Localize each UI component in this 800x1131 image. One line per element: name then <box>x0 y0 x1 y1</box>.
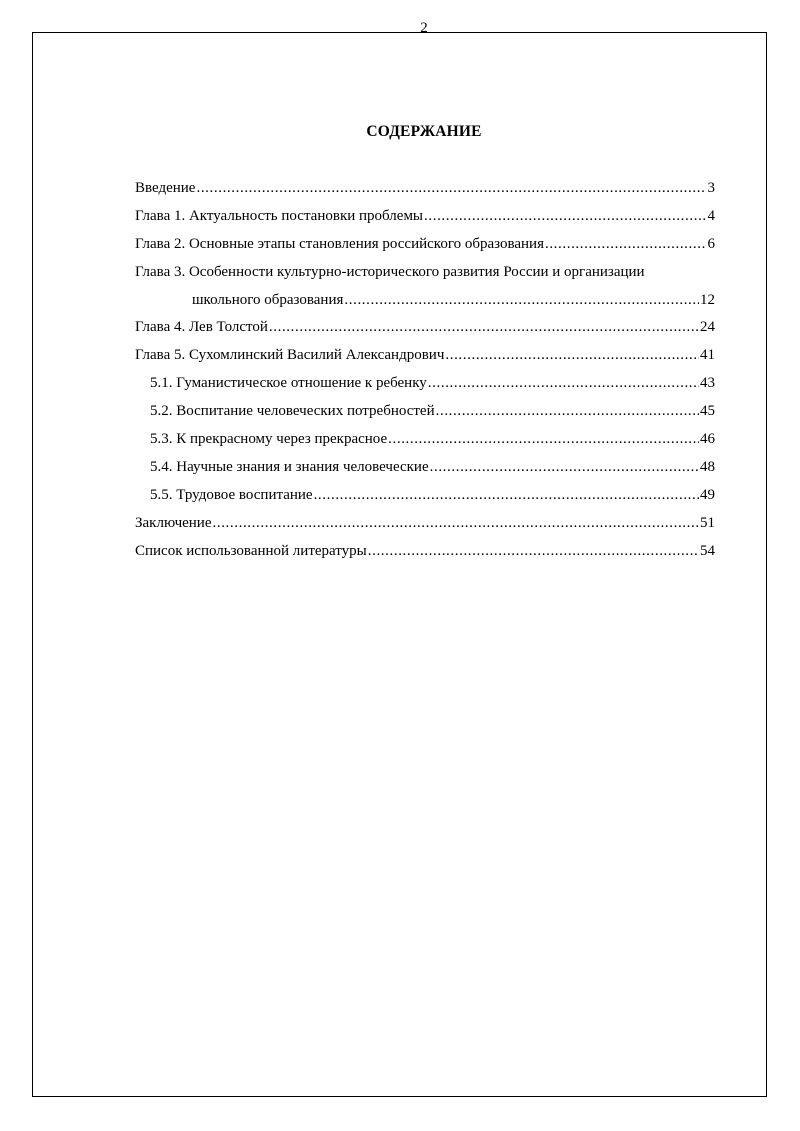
toc-entry-section-5-1[interactable] <box>135 372 715 400</box>
toc-entry-chapter-5[interactable] <box>135 344 715 372</box>
toc-page-number: 49 <box>700 486 715 503</box>
toc-entry-intro[interactable] <box>135 177 715 205</box>
toc-entry-label: Список использованной литературы <box>135 542 367 559</box>
toc-page-number: 54 <box>700 542 715 559</box>
toc-page-number: 12 <box>700 291 715 308</box>
toc-leader-dots <box>428 372 699 394</box>
toc-entry-label: Глава 3. Особенности культурно-исторического развития России и организации <box>135 263 645 280</box>
toc-page-number: 45 <box>700 403 715 420</box>
toc-entry-label: 5.4. Научные знания и знания человеческие <box>150 458 429 475</box>
toc-entry-chapter-3-line-1[interactable] <box>135 261 715 289</box>
toc-entry-label: Введение <box>135 180 196 196</box>
toc-entry-section-5-4[interactable] <box>135 456 715 484</box>
toc-entry-label: Глава 5. Сухомлинский Василий Александрович <box>135 347 445 364</box>
toc-entry-label: Глава 4. Лев Толстой <box>135 319 268 336</box>
toc-leader-dots <box>213 512 700 534</box>
toc-entry-chapter-2[interactable] <box>135 233 715 261</box>
toc-entry-label: 5.5. Трудовое воспитание <box>150 486 313 503</box>
toc-leader-dots <box>545 233 706 255</box>
toc-entry-chapter-1[interactable] <box>135 205 715 233</box>
toc-entry-label: Глава 1. Актуальность постановки проблемы <box>135 207 424 224</box>
page-number: 2 <box>420 20 428 36</box>
toc-entry-label: 5.3. К прекрасному через прекрасное <box>150 431 388 448</box>
toc-entry-section-5-3[interactable] <box>135 428 715 456</box>
table-of-contents <box>135 177 715 567</box>
toc-entry-label: Заключение <box>135 514 212 531</box>
toc-entry-literature[interactable] <box>135 540 715 568</box>
toc-leader-dots <box>445 344 699 366</box>
toc-entry-chapter-4[interactable] <box>135 316 715 344</box>
toc-page-number: 3 <box>707 180 715 196</box>
toc-title: СОДЕРЖАНИЕ <box>366 123 482 140</box>
toc-entry-chapter-3-line-2[interactable] <box>135 289 715 317</box>
toc-entry-conclusion[interactable] <box>135 512 715 540</box>
toc-entry-section-5-2[interactable] <box>135 400 715 428</box>
toc-leader-dots <box>368 540 699 562</box>
toc-entry-section-5-5[interactable] <box>135 484 715 512</box>
toc-entry-label: 5.2. Воспитание человеческих потребностей <box>150 403 435 420</box>
toc-page-number: 46 <box>700 431 715 448</box>
toc-page-number: 24 <box>700 319 715 336</box>
toc-entry-label: 5.1. Гуманистическое отношение к ребенку <box>150 375 427 392</box>
toc-page-number: 51 <box>700 514 715 531</box>
toc-leader-dots <box>388 428 699 450</box>
toc-page-number: 43 <box>700 375 715 392</box>
toc-leader-dots <box>344 289 699 311</box>
toc-entry-label: Глава 2. Основные этапы становления российского образования <box>135 235 544 252</box>
toc-leader-dots <box>430 456 699 478</box>
toc-page-number: 4 <box>707 207 715 224</box>
toc-page-number: 41 <box>700 347 715 364</box>
toc-leader-dots <box>424 205 706 227</box>
toc-page-number: 48 <box>700 458 715 475</box>
toc-leader-dots <box>196 177 706 199</box>
toc-leader-dots <box>269 316 699 338</box>
toc-page-number: 6 <box>707 235 715 252</box>
toc-leader-dots <box>436 400 699 422</box>
toc-leader-dots <box>314 484 699 506</box>
toc-entry-label: школьного образования <box>192 291 344 308</box>
